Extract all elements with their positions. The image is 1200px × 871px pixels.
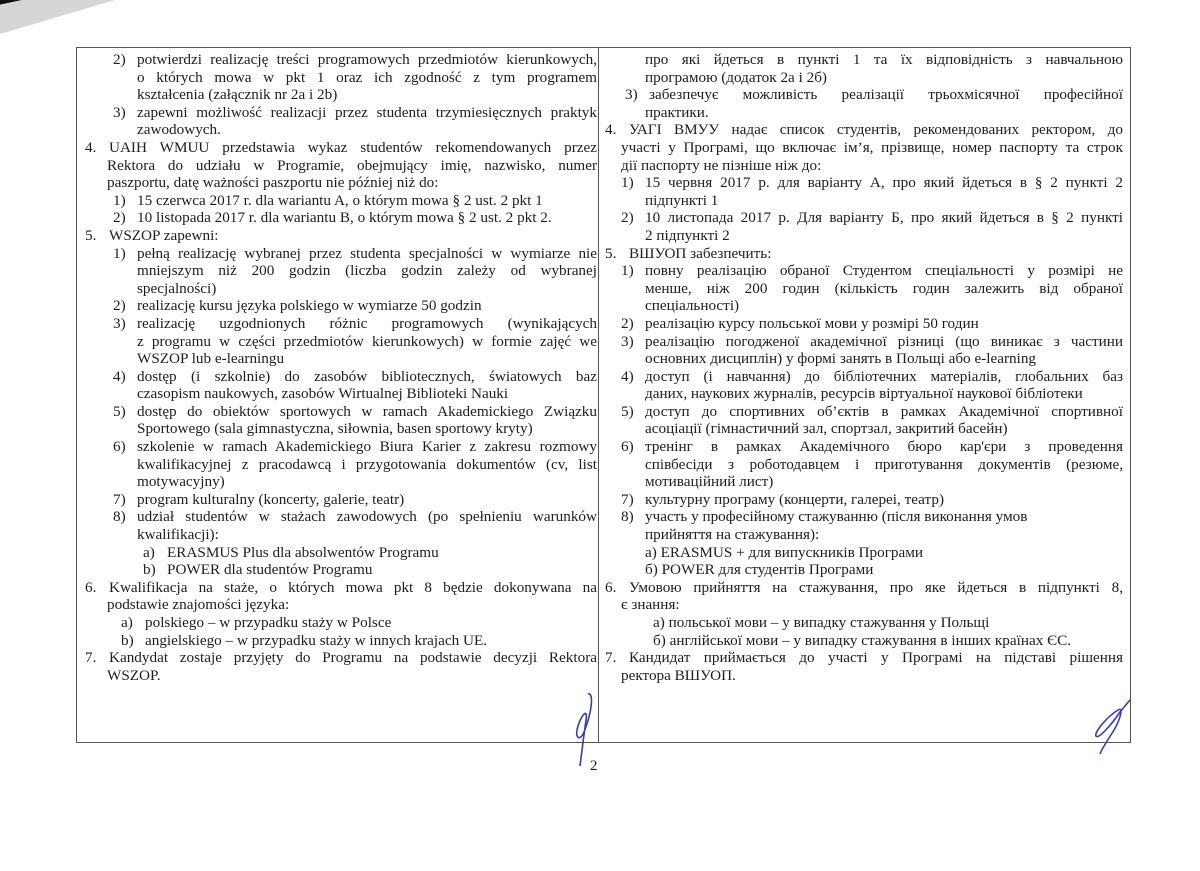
text-line [85, 632, 597, 650]
text-line [605, 262, 1123, 280]
line-text: zapewni możliwość realizacji przez studenta trzymiesięcznych praktyk [137, 103, 597, 121]
text-line [605, 104, 1123, 122]
line-text: 10 listopada 2017 r. dla wariantu B, o którym mowa § 2 ust. 2 pkt 2. [137, 209, 552, 227]
text-line [605, 157, 1123, 175]
text-line [605, 667, 1123, 685]
signature-right [1090, 696, 1136, 756]
text-line [605, 139, 1123, 157]
text-line [605, 315, 1123, 333]
text-line [605, 596, 1123, 614]
text-line [605, 420, 1123, 438]
text-line [605, 632, 1123, 650]
line-text: доступ (і навчання) до бібліотечних матеріалів, глобальних баз [645, 367, 1123, 385]
text-line [85, 473, 597, 491]
text-line [605, 121, 1123, 139]
list-marker: 1) [621, 174, 634, 192]
list-marker: 3) [621, 332, 634, 350]
line-text: даних, наукових журналів, ресурсів віртуальної наукової бібліотеки [645, 385, 1083, 403]
text-line [85, 491, 597, 509]
line-text: motywacyjny) [137, 473, 225, 491]
line-text: Кандидат приймається до участі у Програмі на підставі рішення [629, 649, 1123, 667]
line-text: czasopism naukowych, zasobów Wirtualnej Biblioteki Nauki [137, 385, 509, 403]
line-text: про які йдеться в пункті 1 та їх відповідність з навчальною [645, 51, 1123, 68]
list-marker: 2) [113, 51, 126, 68]
text-line [605, 403, 1123, 421]
list-marker: 1) [113, 244, 126, 262]
list-marker: 1) [113, 191, 126, 209]
line-text: ректора ВШУОП. [621, 666, 736, 684]
line-text: dostęp (i szkolnie) do zasobów bibliotecznych, światowych baz [137, 367, 597, 385]
line-text: zawodowych. [137, 121, 221, 139]
text-line [605, 614, 1123, 632]
line-text: UAIH WMUU przedstawia wykaz studentów rekomendowanych przez [109, 138, 597, 156]
list-marker: 7) [621, 490, 634, 508]
line-text: mniejszym niż 200 godzin (liczba godzin zależy od wybranej [137, 262, 597, 280]
line-text: Kandydat zostaje przyjęty do Programu na podstawie decyzji Rektora [109, 649, 597, 667]
line-text: реалізацію курсу польської мови у розмірі 50 годин [645, 314, 979, 332]
line-text: realizację uzgodnionych różnic programowych (wynikających [137, 314, 597, 332]
text-line [85, 315, 597, 333]
line-text: підпункті 1 [645, 191, 719, 209]
line-text: дії паспорту не пізніше ніж до: [621, 156, 822, 174]
line-text: potwierdzi realizację treści programowych przedmiotów kierunkowych, [137, 51, 597, 68]
text-line [605, 473, 1123, 491]
text-line [605, 561, 1123, 579]
text-line [85, 297, 597, 315]
line-text: Sportowego (sala gimnastyczna, siłownia, basen sportowy kryty) [137, 420, 533, 438]
list-marker: 6. [605, 578, 617, 596]
text-line [85, 86, 597, 104]
text-line [85, 51, 597, 69]
line-text: POWER dla studentów Programu [167, 561, 373, 579]
line-text: Rektora do udziału w Programie, obejmujący imię, nazwisko, numer [107, 156, 597, 174]
line-text: dostęp do obiektów sportowych w ramach Akademickiego Związku [137, 402, 597, 420]
text-line [85, 245, 597, 263]
text-line [605, 579, 1123, 597]
list-marker: 8) [113, 508, 126, 526]
text-line [85, 456, 597, 474]
text-line [605, 526, 1123, 544]
list-marker: 2) [113, 297, 126, 315]
line-text: ERASMUS Plus dla absolwentów Programu [167, 543, 439, 561]
line-text: realizację kursu języka polskiego w wymiarze 50 godzin [137, 297, 482, 315]
line-text: WSZOP zapewni: [109, 226, 219, 244]
text-line [605, 86, 1123, 104]
text-line [85, 262, 597, 280]
line-text: УАГІ ВМУУ надає список студентів, рекомендованих ректором, до [629, 121, 1123, 139]
bilingual-agreement-table [76, 47, 1131, 743]
text-line [85, 350, 597, 368]
line-text: o których mowa w pkt 1 oraz ich zgodność z tym programem [137, 68, 597, 86]
text-line [85, 139, 597, 157]
line-text: спеціальності) [645, 297, 740, 315]
text-line [85, 104, 597, 122]
list-marker: b) [143, 561, 156, 579]
text-line [85, 579, 597, 597]
text-line [85, 333, 597, 351]
line-text: WSZOP. [107, 666, 161, 684]
list-marker: a) [121, 614, 133, 631]
line-text: podstawie znajomości języka: [107, 596, 290, 614]
text-line [85, 649, 597, 667]
text-line [85, 174, 597, 192]
list-marker: 3) [113, 103, 126, 121]
polish-column [77, 48, 605, 742]
text-line [85, 368, 597, 386]
line-text: szkolenie w ramach Akademickiego Biura Karier z zakresu rozmowy [137, 438, 597, 456]
ukrainian-column [598, 48, 1130, 742]
text-line [85, 438, 597, 456]
list-marker: 6) [621, 438, 634, 456]
text-line [605, 297, 1123, 315]
text-line [85, 561, 597, 579]
line-text: співбесіди з роботодавцем і приготування документів (резюме, [645, 455, 1123, 473]
list-marker: 2) [113, 209, 126, 227]
text-line [85, 157, 597, 175]
text-line [605, 649, 1123, 667]
line-text: б) POWER для студентів Програми [645, 561, 874, 579]
text-line [605, 385, 1123, 403]
text-line [605, 51, 1123, 69]
text-line [605, 227, 1123, 245]
line-text: участі у Програмі, що включає ім’я, прізвище, номер паспорту та строк [621, 138, 1123, 156]
line-text: pełną realizację wybranej przez studenta specjalności w wymiarze nie [137, 244, 597, 262]
line-text: 2 підпункті 2 [645, 226, 730, 244]
list-marker: b) [121, 631, 134, 649]
text-line [85, 508, 597, 526]
line-text: kwalifikacji): [137, 526, 219, 544]
line-text: WSZOP lub e-learningu [137, 350, 285, 368]
line-text: specjalności) [137, 279, 217, 297]
list-marker: 6. [85, 578, 97, 596]
list-marker: 4. [85, 138, 97, 156]
line-text: тренінг в рамках Академічного бюро кар'єри з проведення [645, 438, 1123, 456]
list-marker: 7. [85, 649, 97, 667]
line-text: udział studentów w stażach zawodowych (po spełnieniu warunków [137, 508, 597, 526]
text-line [605, 209, 1123, 227]
list-marker: 5. [605, 244, 617, 262]
text-line [605, 438, 1123, 456]
line-text: program kulturalny (koncerty, galerie, teatr) [137, 490, 405, 508]
list-marker: 2) [621, 209, 634, 227]
list-marker: 7. [605, 649, 617, 667]
text-line [85, 544, 597, 562]
text-line [605, 174, 1123, 192]
list-marker: 2) [621, 314, 634, 332]
list-marker: 4) [621, 367, 634, 385]
text-line [605, 192, 1123, 210]
list-marker: 5) [621, 402, 634, 420]
line-text: kształcenia (załącznik nr 2a i 2b) [137, 86, 338, 104]
line-text: 15 czerwca 2017 r. dla wariantu A, o którym mowa § 2 ust. 2 pkt 1 [137, 191, 543, 209]
text-line [605, 69, 1123, 87]
line-text: практики. [645, 103, 709, 121]
line-text: є знання: [621, 596, 680, 614]
text-line [85, 596, 597, 614]
text-line [605, 333, 1123, 351]
line-text: а) ERASMUS + для випускників Програми [645, 543, 924, 561]
line-text: Умовою прийняття на стажування, про яке йдеться в підпункті 8, [629, 578, 1123, 596]
list-marker: 7) [113, 490, 126, 508]
list-marker: 3) [625, 86, 638, 104]
text-line [85, 121, 597, 139]
text-line [85, 385, 597, 403]
line-text: kwalifikacyjnej z pracodawcą i przygotowania dokumentów (cv, list [137, 455, 597, 473]
text-line [605, 368, 1123, 386]
line-text: реалізацію погодженої академічної різниці (що виникає з частини [645, 332, 1123, 350]
text-line [85, 227, 597, 245]
list-marker: 5) [113, 402, 126, 420]
scan-corner-shadow [0, 0, 120, 38]
line-text: polskiego – w przypadku staży w Polsce [145, 614, 392, 631]
line-text: а) польської мови – у випадку стажування у Польщі [653, 614, 990, 631]
text-line [605, 456, 1123, 474]
line-text: менше, ніж 200 годин (кількість годин залежить від обраної [645, 279, 1123, 297]
line-text: участь у професійному стажуванню (після виконання умов [645, 508, 1028, 526]
text-line [605, 280, 1123, 298]
list-marker: 5. [85, 226, 97, 244]
text-line [85, 420, 597, 438]
text-line [85, 667, 597, 685]
text-line [85, 526, 597, 544]
list-marker: 1) [621, 262, 634, 280]
line-text: прийняття на стажування): [645, 526, 820, 544]
line-text: програмою (додаток 2а і 2б) [645, 68, 827, 86]
text-line [85, 614, 597, 632]
line-text: б) англійської мови – у випадку стажування в інших країнах ЄС. [653, 631, 1072, 649]
list-marker: 4. [605, 121, 617, 139]
line-text: 10 листопада 2017 р. Для варіанту Б, про який йдеться в § 2 пункті [645, 209, 1123, 227]
line-text: забезпечує можливість реалізації трьохмісячної професійної [649, 86, 1123, 104]
line-text: повну реалізацію обраної Студентом спеціальності у розмірі не [645, 262, 1123, 280]
text-line [605, 491, 1123, 509]
text-line [85, 280, 597, 298]
list-marker: a) [143, 543, 155, 561]
line-text: доступ до спортивних об’єктів в рамках Академічної спортивної [645, 402, 1123, 420]
line-text: Kwalifikacja na staże, o których mowa pkt 8 będzie dokonywana na [109, 578, 597, 596]
page-number: 2 [590, 758, 598, 774]
line-text: культурну програму (концерти, галереі, театр) [645, 490, 945, 508]
text-line [85, 192, 597, 210]
line-text: paszportu, datę ważności paszportu nie później niż do: [107, 174, 439, 192]
text-line [85, 69, 597, 87]
line-text: основних дисциплін) у формі занять в Польщі або e-learning [645, 350, 1037, 368]
text-line [85, 209, 597, 227]
list-marker: 4) [113, 367, 126, 385]
text-line [605, 508, 1123, 526]
list-marker: 6) [113, 438, 126, 456]
line-text: мотиваційний лист) [645, 473, 774, 491]
text-line [605, 544, 1123, 562]
line-text: асоціації (гімнастичний зал, спортзал, закритий басейн) [645, 420, 1008, 438]
list-marker: 3) [113, 314, 126, 332]
line-text: z programu w części przedmiotów kierunkowych) w formie zajęć we [137, 332, 597, 350]
line-text: 15 червня 2017 р. для варіанту А, про який йдеться в § 2 пункті 2 [645, 174, 1123, 192]
text-line [605, 350, 1123, 368]
list-marker: 8) [621, 508, 634, 526]
text-line [85, 403, 597, 421]
line-text: ВШУОП забезпечить: [629, 244, 772, 262]
line-text: angielskiego – w przypadku staży w innych krajach UE. [145, 631, 488, 649]
text-line [605, 245, 1123, 263]
